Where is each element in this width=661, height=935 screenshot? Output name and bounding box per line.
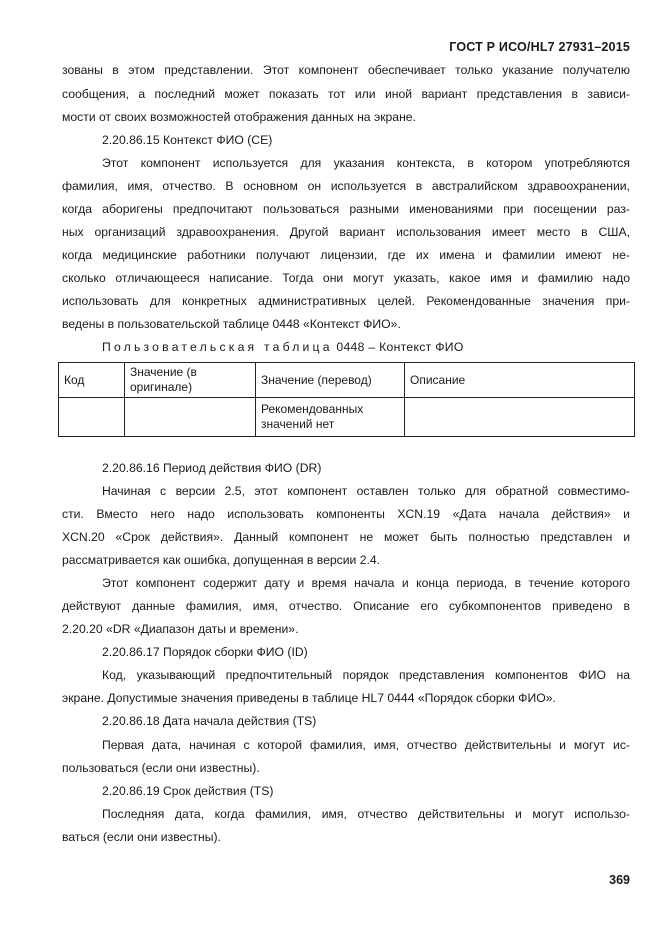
body-line: Этот компонент содержит дату и время начала и конца периода, в течение которого xyxy=(102,576,630,590)
body-line: Код, указывающий предпочтительный порядок представления компонентов ФИО на xyxy=(102,668,630,682)
standard-header: ГОСТ Р ИСО/HL7 27931–2015 xyxy=(449,40,630,54)
section-heading: 2.20.86.15 Контекст ФИО (CE) xyxy=(102,133,273,147)
body-line: зованы в этом представлении. Этот компонент обеспечивает только указание получателю xyxy=(62,63,630,77)
body-line: Последняя дата, когда фамилия, имя, отчество действительны и могут использо- xyxy=(102,807,630,821)
body-line: использовать для конкретных административных целей. Рекомендованные значения при- xyxy=(62,294,630,308)
cell-translation: Рекомендованных значений нет xyxy=(256,398,405,437)
header-cell-translation: Значение (перевод) xyxy=(256,363,405,398)
table-caption-title: 0448 – Контекст ФИО xyxy=(336,340,464,354)
body-line: сообщения, а последний может показать тот или иной вариант представления в зависи- xyxy=(62,87,630,101)
section-heading: 2.20.86.17 Порядок сборки ФИО (ID) xyxy=(102,645,308,659)
table-row xyxy=(59,398,635,437)
cell-description xyxy=(405,398,635,437)
section-heading: 2.20.86.18 Дата начала действия (TS) xyxy=(102,714,317,728)
body-line: экране. Допустимые значения приведены в таблице HL7 0444 «Порядок сборки ФИО». xyxy=(62,691,556,705)
body-line: XCN.20 «Срок действия». Данный компонент не может быть полностью представлен и xyxy=(62,530,630,544)
body-line: ведены в пользовательской таблице 0448 «Контекст ФИО». xyxy=(62,317,401,331)
cell-code xyxy=(59,398,125,437)
body-line: 2.20.20 «DR «Диапазон даты и времени». xyxy=(62,622,299,636)
body-line: когда медицинские работники получают лицензии, где их имена и фамилии имеют не- xyxy=(62,248,630,262)
body-line: мости от своих возможностей отображения данных на экране. xyxy=(62,110,416,124)
header-cell-original: Значение (в оригинале) xyxy=(125,363,256,398)
body-line: когда аборигены предпочитают пользоваться разными именованиями при посещении раз- xyxy=(62,202,630,216)
header-cell-description: Описание xyxy=(405,363,635,398)
body-line: сколько отличающееся написание. Тогда они могут указать, какое имя и фамилию надо xyxy=(62,271,630,285)
context-table xyxy=(58,362,635,437)
table-caption-label: Пользовательская таблица xyxy=(102,340,333,354)
section-heading: 2.20.86.16 Период действия ФИО (DR) xyxy=(102,461,322,475)
body-line: ных организаций здравоохранения. Другой вариант использования имеет место в США, xyxy=(62,225,630,239)
header-cell-code: Код xyxy=(59,363,125,398)
body-line: Этот компонент используется для указания контекста, в котором употребляются xyxy=(102,156,630,170)
body-line: действуют данные фамилия, имя, отчество. Описание его субкомпонентов приведено в xyxy=(62,599,630,613)
body-line: Начиная с версии 2.5, этот компонент оставлен только для обратной совместимо- xyxy=(102,484,630,498)
table-header-row xyxy=(59,363,635,398)
table-caption xyxy=(102,339,464,355)
body-line: рассматривается как ошибка, допущенная в версии 2.4. xyxy=(62,553,381,567)
section-heading: 2.20.86.19 Срок действия (TS) xyxy=(102,784,274,798)
body-line: ваться (если они известны). xyxy=(62,830,221,844)
body-line: сти. Вместо него надо использовать компоненты XCN.19 «Дата начала действия» и xyxy=(62,507,630,521)
body-line: Первая дата, начиная с которой фамилия, имя, отчество действительны и могут ис- xyxy=(102,738,630,752)
body-line: фамилия, имя, отчество. В основном он используется в австралийском здравоохранении, xyxy=(62,179,630,193)
cell-original xyxy=(125,398,256,437)
body-line: пользоваться (если они известны). xyxy=(62,761,260,775)
page-number: 369 xyxy=(609,873,630,887)
